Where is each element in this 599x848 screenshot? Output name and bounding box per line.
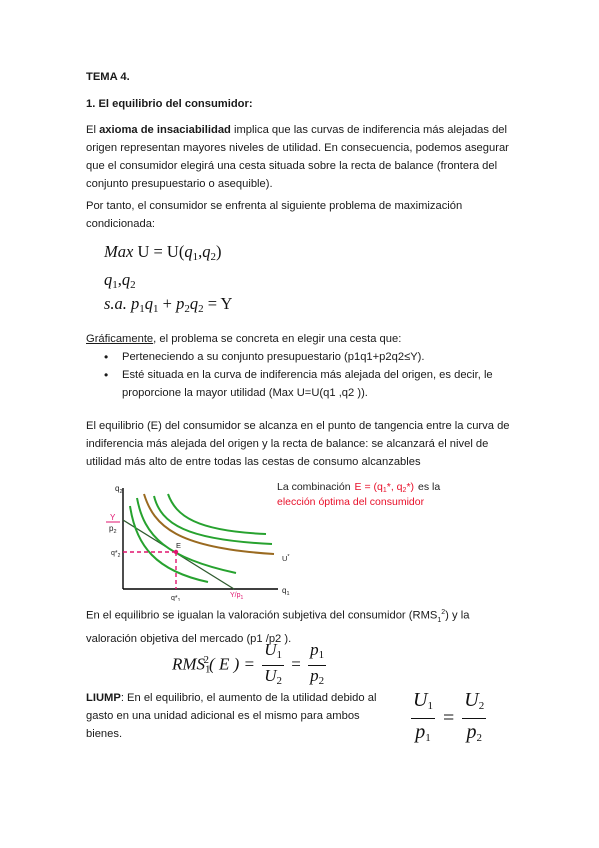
liump-label: LIUMP xyxy=(86,692,121,704)
marginal-utility-2-fraction: $\frac{U_2}{p_2}$ xyxy=(464,689,485,744)
list-item: • Esté situada en la curva de indiferencia más alejada del origen, es decir, le proporcione la mayor utilidad (Max U=U(q1 ,q2 )). xyxy=(100,366,520,402)
max-label: Max xyxy=(104,242,134,261)
para5-sub: 1 xyxy=(437,616,442,624)
var-q: q xyxy=(104,270,113,289)
y-intercept-numerator: Y xyxy=(110,513,116,522)
price-ratio-fraction: $\frac{p_1}{p_2}$ xyxy=(310,640,325,687)
indifference-curve-2 xyxy=(137,498,236,573)
liump-equation: $\frac{U_1}{p_1}$ = $\frac{U_2}{p_2}$ xyxy=(408,688,489,751)
section-heading: 1. El equilibrio del consumidor: xyxy=(86,98,253,110)
rms-equation: $RMS_1^2$( E ) = $\frac{U_1}{U_2}$ = $\frac{p_1}{p_2}$ xyxy=(172,640,329,691)
paragraph-insaciabilidad xyxy=(86,121,516,193)
figure-caption-line1: La combinación E = (q1*, q2*) es la xyxy=(277,481,441,494)
para5-sup: 2 xyxy=(441,609,446,616)
budget-constraint: s.a. $p_1q_1 + p_2q_2 = Y$ xyxy=(104,294,233,315)
income-rhs: = Y xyxy=(207,294,233,313)
u-star-label: U* xyxy=(282,554,290,563)
figure-caption-line2: elección óptima del consumidor xyxy=(277,496,425,508)
subject-to-label: s.a. xyxy=(104,294,127,313)
para1-body: implica que las curvas de indiferencia más alejadas del origen representan mayores niveles de utilidad. En consecuencia, podemos asegurar que el consumidor elegirá una cesta situada sobre la recta de balance (frontera del conjunto presupuestario o asequible). xyxy=(86,124,509,190)
utility-ratio-fraction: $\frac{U_1}{U_2}$ xyxy=(264,640,283,687)
rms-sup: 2 xyxy=(203,653,210,666)
paragraph-problem-intro: Por tanto, el consumidor se enfrenta al siguiente problema de maximización condicionada: xyxy=(86,200,463,230)
conditions-list xyxy=(100,348,520,402)
x-axis-label: $q_1$ xyxy=(282,586,290,597)
choice-variables: $q_1,q_2$ xyxy=(104,270,136,291)
graficamente-link-text: Gráficamente xyxy=(86,333,154,345)
rms-sub: 1 xyxy=(205,663,211,676)
q1-star-label: $q*_1$ xyxy=(171,595,181,601)
para5-prefix: En el equilibrio se igualan la valoración subjetiva del consumidor (RMS xyxy=(86,609,438,622)
objective-equation: Max $U = U(q_1,q_2)$ xyxy=(104,242,222,263)
equilibrium-label: E xyxy=(176,541,182,550)
para1-prefix: El xyxy=(86,124,100,136)
equilibrium-point xyxy=(174,550,178,554)
marginal-utility-1-fraction: $\frac{U_1}{p_1}$ xyxy=(413,689,433,744)
equilibrium-figure xyxy=(96,476,496,601)
list-item: • Perteneciendo a su conjunto presupuestario (p1q1+p2q2≤Y). xyxy=(100,348,520,366)
q2-star-label: $q*_2$ xyxy=(111,550,121,559)
para5-body: ) y la valoración objetiva del mercado (p1 /p2 ). xyxy=(86,609,470,645)
rms-symbol: RMS xyxy=(172,654,206,674)
x-intercept-label: $Y/p_1$ xyxy=(230,592,244,601)
y-intercept-denominator: $p_2$ xyxy=(109,524,117,535)
liump-text: : En el equilibrio, el aumento de la utilidad debido al gasto en una unidad adicional es el mismo para ambos bienes. xyxy=(86,692,377,740)
page-title: TEMA 4. xyxy=(86,71,130,83)
para3-rest: , el problema se concreta en elegir una cesta que: xyxy=(153,333,402,345)
rms-argument: ( E ) = xyxy=(209,654,255,674)
paragraph-equilibrium: El equilibrio (E) del consumidor se alcanza en el punto de tangencia entre la curva de indiferencia más alejada del origen y la recta de balance: se alcanzará el nivel de utilidad más alto de entre todas las cestas de consumo alcanzables xyxy=(86,420,510,468)
paragraph-graphical xyxy=(86,330,516,348)
utility-function: U = U( xyxy=(137,242,185,261)
paragraph-liump xyxy=(86,689,396,743)
y-axis-label: $q_2$ xyxy=(115,484,123,495)
para1-bold-term: axioma de insaciabilidad xyxy=(99,124,231,136)
